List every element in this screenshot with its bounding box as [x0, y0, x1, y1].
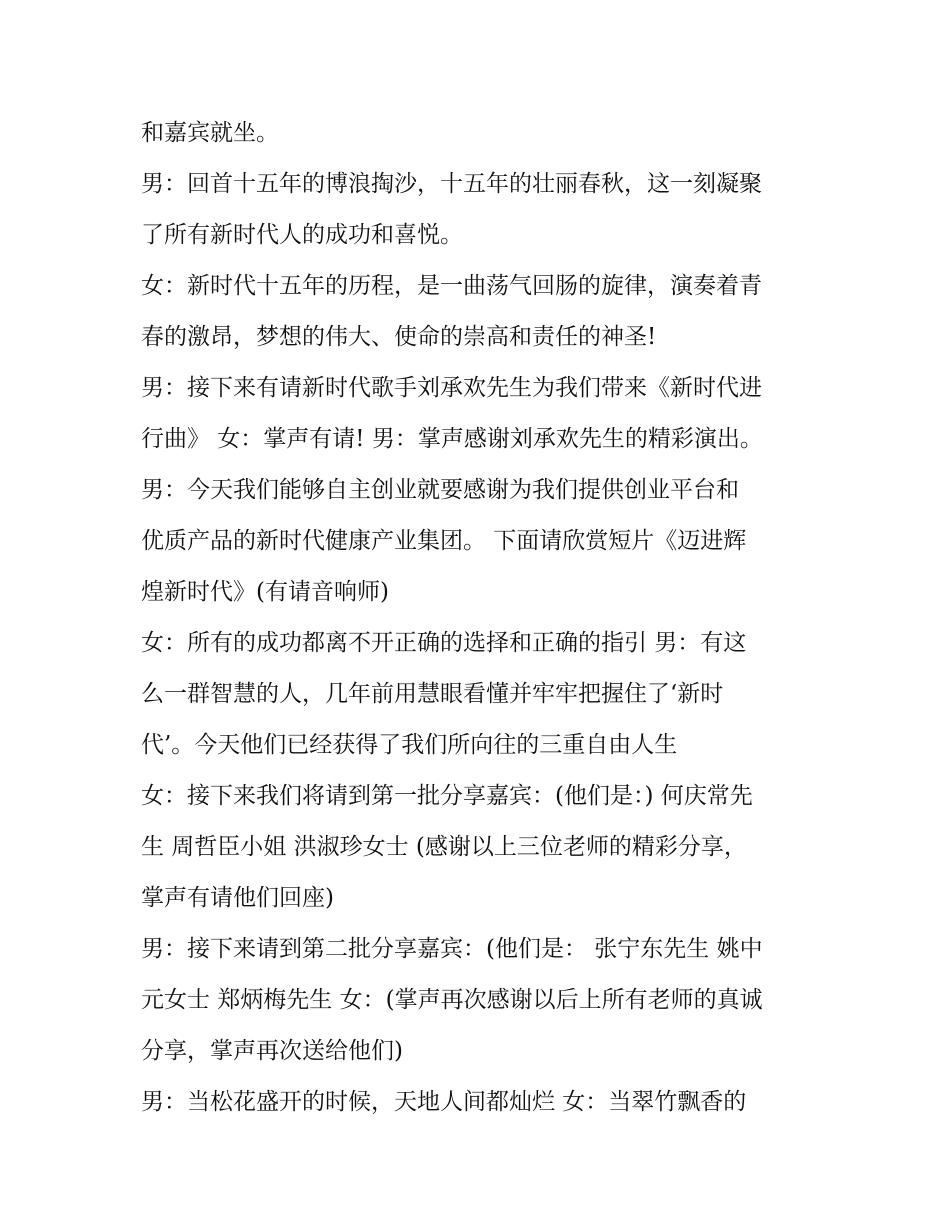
- text-line: 男：回首十五年的博浪掏沙，十五年的壮丽春秋，这一刻凝聚: [141, 171, 762, 197]
- text-line: 了所有新时代人的成功和喜悦。: [141, 222, 463, 248]
- text-line: 优质产品的新时代健康产业集团。 下面请欣赏短片《迈进辉: [141, 528, 747, 554]
- text-line: 元女士 郑炳梅先生 女：(掌声再次感谢以后上所有老师的真诚: [141, 987, 763, 1013]
- text-line: 男：接下来请到第二批分享嘉宾：(他们是： 张宁东先生 姚中: [141, 936, 763, 962]
- text-line: 生 周哲臣小姐 洪淑珍女士 (感谢以上三位老师的精彩分享，: [141, 834, 747, 860]
- text-line: 男：接下来有请新时代歌手刘承欢先生为我们带来《新时代进: [141, 375, 762, 401]
- text-line: 男：今天我们能够自主创业就要感谢为我们提供创业平台和: [141, 477, 739, 503]
- text-line: 掌声有请他们回座): [141, 885, 334, 911]
- text-line: 春的激昂，梦想的伟大、使命的崇高和责任的神圣!: [141, 324, 657, 350]
- text-line: 女：新时代十五年的历程，是一曲荡气回肠的旋律，演奏着青: [141, 273, 762, 299]
- text-line: 和嘉宾就坐。: [141, 120, 279, 146]
- text-line: 女：接下来我们将请到第一批分享嘉宾：(他们是：) 何庆常先: [141, 783, 753, 809]
- text-line: 煌新时代》(有请音响师): [141, 579, 389, 605]
- text-line: 行曲》 女：掌声有请! 男：掌声感谢刘承欢先生的精彩演出。: [141, 426, 763, 452]
- text-line: 么一群智慧的人，几年前用慧眼看懂并牢牢把握住了‘新时: [141, 681, 724, 707]
- text-line: 分享，掌声再次送给他们): [141, 1038, 403, 1064]
- text-line: 女：所有的成功都离不开正确的选择和正确的指引 男：有这: [141, 630, 747, 656]
- text-line: 代’。今天他们已经获得了我们所向往的三重自由人生: [141, 732, 678, 758]
- document-body: [141, 108, 821, 1128]
- text-line: 男：当松花盛开的时候，天地人间都灿烂 女：当翠竹飘香的: [141, 1089, 747, 1115]
